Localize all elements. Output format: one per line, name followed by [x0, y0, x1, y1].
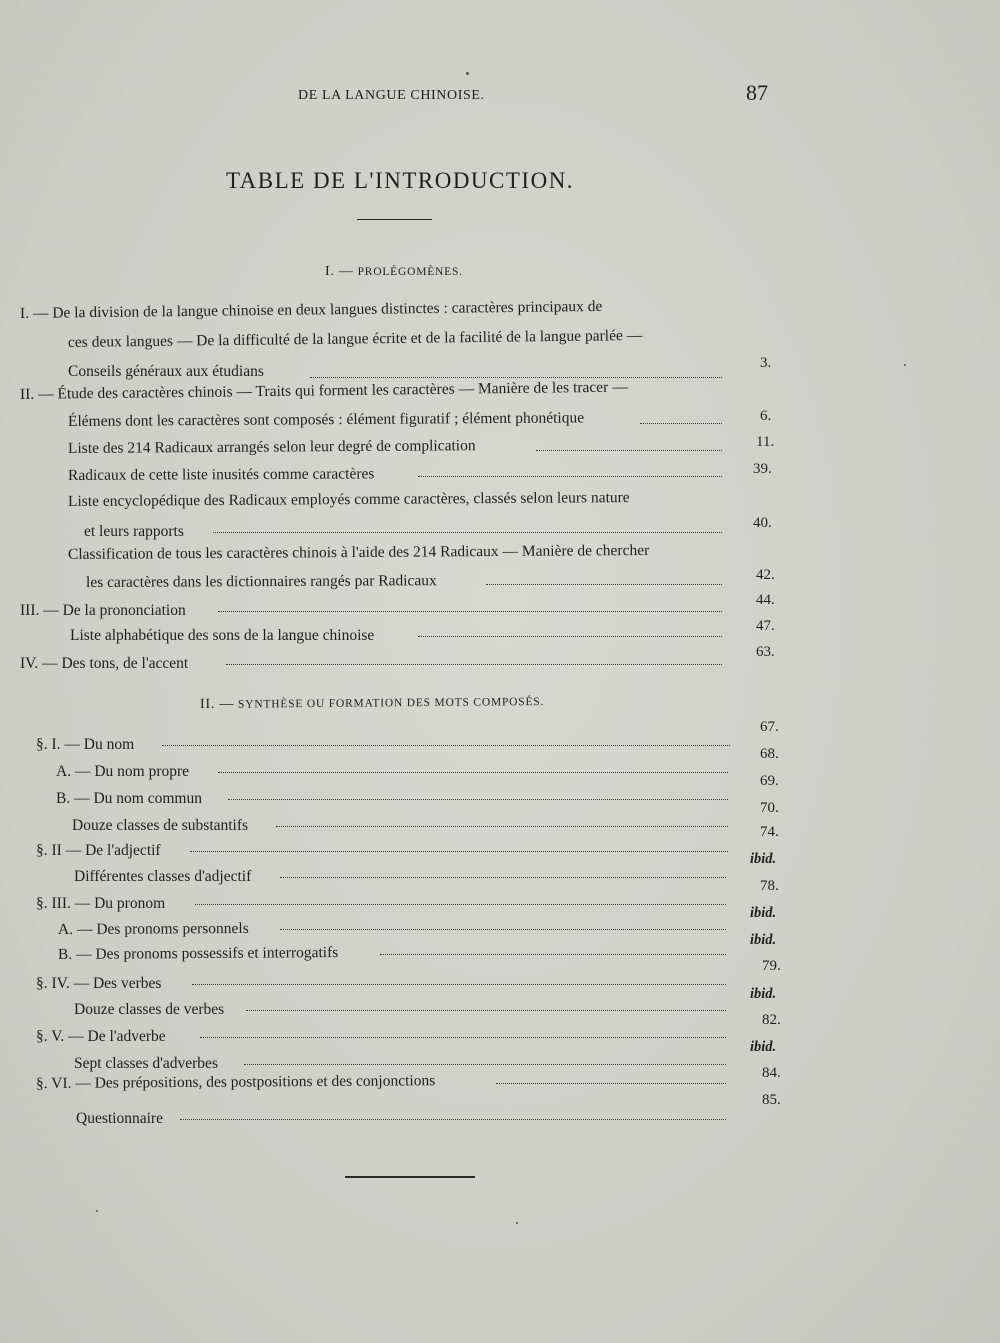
dot-leader: [192, 984, 726, 985]
page-number: 87: [746, 80, 768, 105]
toc-line: Liste encyclopédique des Radicaux employés comme caractères, classés selon leurs nature: [67, 489, 630, 510]
toc-line: Liste alphabétique des sons de la langue chinoise: [70, 627, 375, 644]
page-ref: ibid.: [750, 986, 777, 1002]
dot-leader: [162, 745, 730, 746]
dot-leader: [418, 476, 722, 477]
page-ref: ibid.: [750, 932, 777, 948]
page-ref: 70.: [760, 800, 779, 816]
dot-leader: [536, 450, 722, 451]
dot-leader: [190, 851, 728, 852]
page-ref: 63.: [756, 644, 775, 660]
paper-speck: [904, 364, 906, 366]
toc-line: A. — Du nom propre: [56, 763, 190, 780]
dot-leader: [280, 877, 726, 878]
toc-line: B. — Du nom commun: [56, 790, 202, 807]
page-ref: 39.: [753, 461, 772, 477]
section-heading-number: II. —: [199, 696, 235, 712]
dot-leader: [226, 664, 722, 665]
dot-leader: [280, 929, 726, 930]
dot-leader: [310, 377, 722, 378]
page-ref: 3.: [760, 355, 772, 371]
toc-line: III. — De la prononciation: [20, 602, 186, 619]
toc-line: A. — Des pronoms personnels: [57, 920, 249, 938]
page-ref: ibid.: [750, 851, 777, 867]
section-heading-number: I. —: [325, 264, 354, 279]
toc-line: Élémens dont les caractères sont composés : élément figuratif ; élément phonétique: [67, 409, 585, 430]
toc-line: Conseils généraux aux étudians: [68, 363, 264, 380]
toc-line: Sept classes d'adverbes: [74, 1055, 218, 1072]
dot-leader: [418, 636, 722, 637]
dot-leader: [640, 423, 722, 424]
dot-leader: [228, 799, 728, 800]
page-ref: ibid.: [750, 905, 777, 921]
dot-leader: [246, 1010, 726, 1011]
page-ref: 11.: [756, 434, 775, 450]
dot-leader: [218, 772, 728, 773]
page-ref: 47.: [756, 618, 775, 634]
section-heading-prolegomenes: [325, 264, 463, 280]
toc-line: Liste des 214 Radicaux arrangés selon leur degré de complication: [67, 437, 476, 457]
toc-line: Classification de tous les caractères chinois à l'aide des 214 Radicaux — Manière de chercher: [67, 541, 650, 563]
page-ref: 40.: [753, 515, 772, 531]
page-ref: 67.: [760, 719, 779, 735]
page-ref: 78.: [760, 878, 779, 894]
page-ref: 79.: [762, 958, 781, 974]
toc-line: §. III. — Du pronom: [36, 895, 166, 912]
toc-line: et leurs rapports: [84, 523, 184, 540]
dot-leader: [180, 1119, 726, 1120]
toc-line: Douze classes de verbes: [74, 1001, 225, 1018]
toc-line: §. VI. — Des prépositions, des postpositions et des conjonctions: [35, 1072, 436, 1092]
page-ref: 74.: [760, 824, 779, 840]
section-heading-synthese: [200, 694, 544, 713]
toc-line: §. I. — Du nom: [36, 736, 135, 753]
page-ref: 85.: [762, 1092, 781, 1108]
dot-leader: [200, 1037, 726, 1038]
section-heading-text: PROLÉGOMÈNES.: [357, 266, 463, 278]
toc-line: Différentes classes d'adjectif: [74, 868, 252, 885]
closing-rule: [345, 1176, 475, 1178]
paper-speck: [466, 72, 469, 75]
page-title: TABLE DE L'INTRODUCTION.: [225, 168, 575, 193]
page-ref: ibid.: [750, 1039, 777, 1055]
dot-leader: [213, 532, 722, 533]
toc-line: I. — De la division de la langue chinoise en deux langues distinctes : caractères principaux de: [19, 297, 603, 322]
dot-leader: [244, 1064, 726, 1065]
toc-line: §. V. — De l'adverbe: [36, 1028, 166, 1045]
dot-leader: [276, 826, 728, 827]
toc-line: II. — Étude des caractères chinois — Traits qui forment les caractères — Manière de les tracer —: [19, 378, 628, 403]
paper-speck: [96, 1210, 98, 1212]
title-rule: [357, 219, 432, 220]
page-ref: 42.: [756, 567, 775, 583]
page-ref: 44.: [756, 592, 775, 608]
toc-line: Radicaux de cette liste inusités comme caractères: [67, 465, 375, 484]
toc-line: §. II — De l'adjectif: [36, 842, 161, 859]
page-ref: 6.: [760, 408, 772, 424]
page-ref: 69.: [760, 773, 779, 789]
dot-leader: [195, 904, 726, 905]
paper-speck: [516, 1222, 518, 1224]
dot-leader: [218, 611, 722, 612]
page-ref: 82.: [762, 1012, 781, 1028]
toc-line: B. — Des pronoms possessifs et interrogatifs: [57, 944, 339, 963]
dot-leader: [486, 584, 722, 585]
dot-leader: [496, 1083, 726, 1084]
toc-line: IV. — Des tons, de l'accent: [20, 655, 189, 672]
dot-leader: [380, 954, 726, 955]
running-head: DE LA LANGUE CHINOISE.: [298, 88, 485, 103]
page-ref: 68.: [760, 746, 779, 762]
toc-line: §. IV. — Des verbes: [36, 975, 162, 992]
page-ref: 84.: [762, 1065, 781, 1081]
toc-line: Douze classes de substantifs: [72, 817, 249, 834]
section-heading-text: SYNTHÈSE OU FORMATION DES MOTS COMPOSÉS.: [237, 695, 545, 711]
toc-line: les caractères dans les dictionnaires rangés par Radicaux: [85, 572, 437, 591]
toc-line: ces deux langues — De la difficulté de la langue écrite et de la facilité de la langue parlée —: [67, 326, 643, 351]
toc-line: Questionnaire: [76, 1110, 163, 1127]
